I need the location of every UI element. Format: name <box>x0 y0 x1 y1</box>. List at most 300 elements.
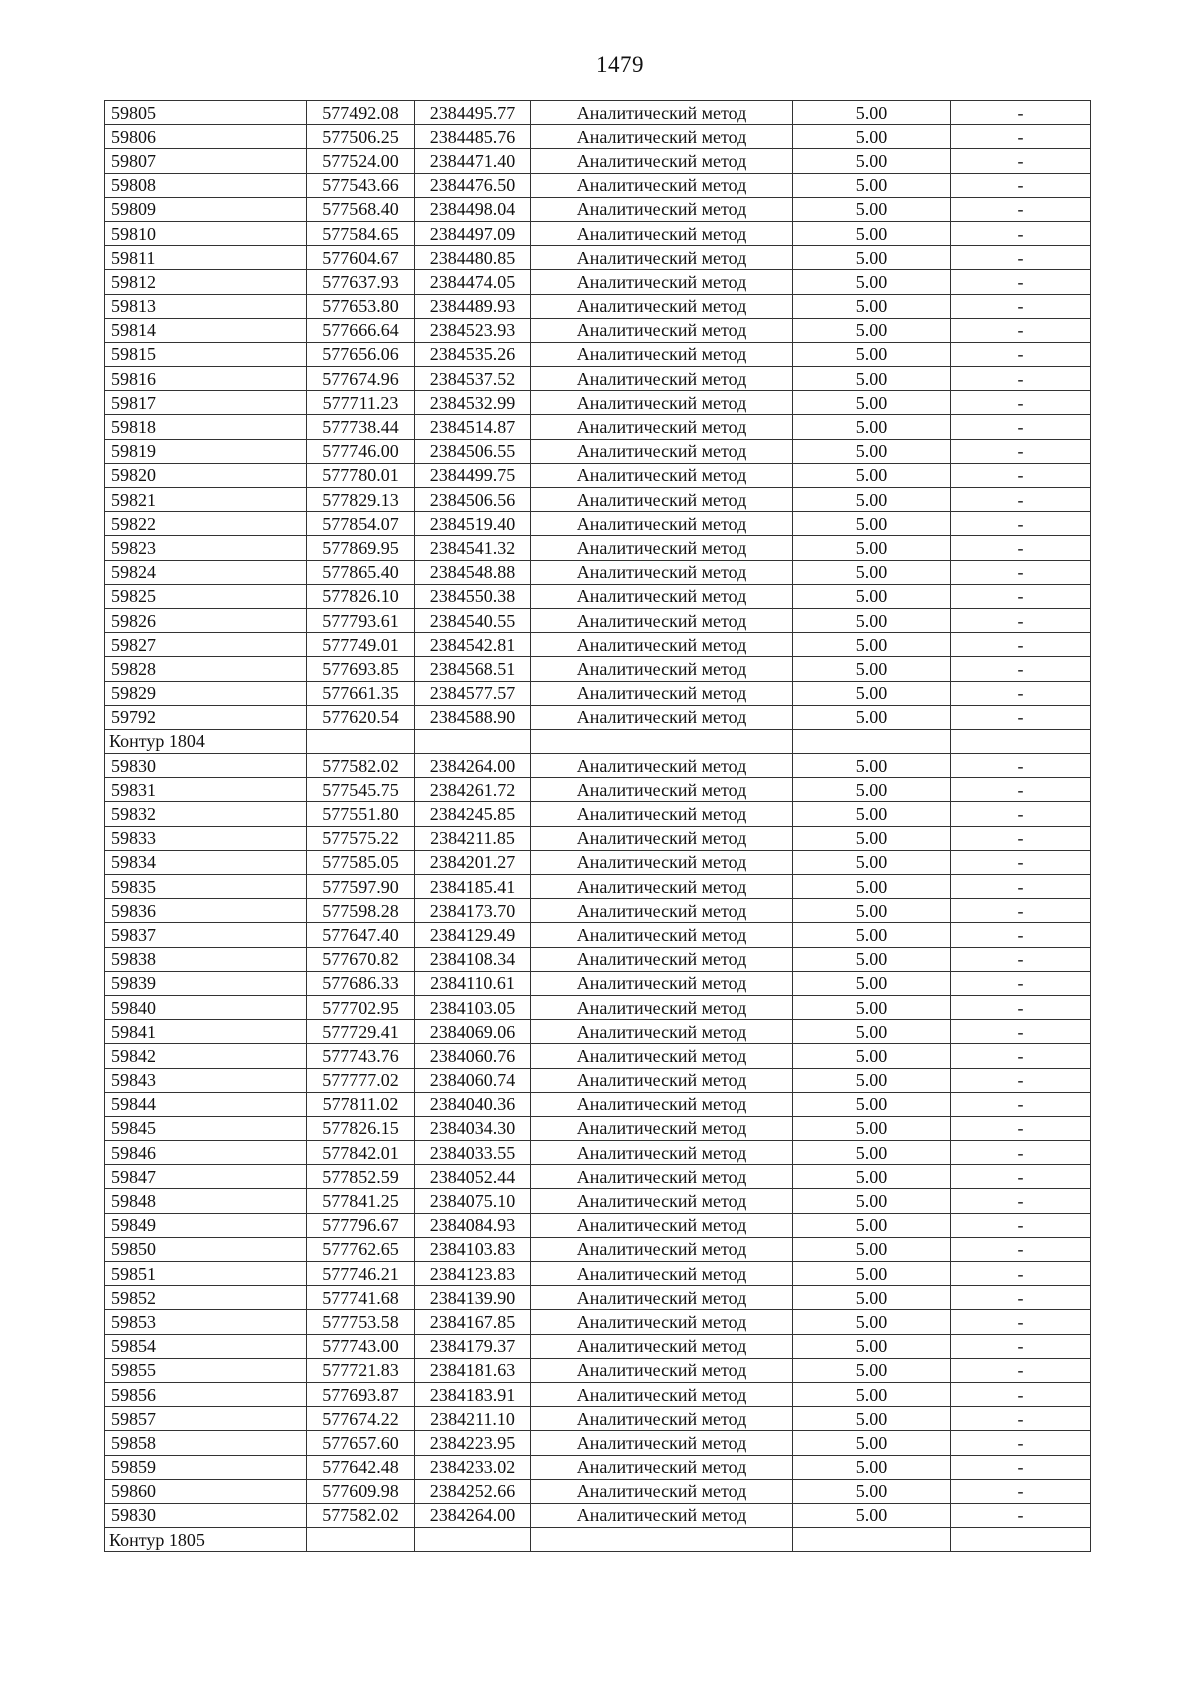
note-cell: - <box>951 657 1091 681</box>
accuracy-cell: 5.00 <box>793 1092 951 1116</box>
point-id-cell: 59813 <box>105 294 307 318</box>
point-id-cell: 59807 <box>105 149 307 173</box>
point-id-cell: 59841 <box>105 1020 307 1044</box>
accuracy-cell: 5.00 <box>793 270 951 294</box>
x-coordinate-cell: 577693.85 <box>307 657 415 681</box>
accuracy-cell: 5.00 <box>793 584 951 608</box>
point-id-cell: 59822 <box>105 512 307 536</box>
method-cell: Аналитический метод <box>531 125 793 149</box>
empty-cell <box>307 1528 415 1552</box>
point-id-cell: 59849 <box>105 1213 307 1237</box>
point-id-cell: 59857 <box>105 1407 307 1431</box>
table-row <box>105 149 1091 173</box>
table-row <box>105 1334 1091 1358</box>
y-coordinate-cell: 2384103.83 <box>415 1237 531 1261</box>
note-cell: - <box>951 608 1091 632</box>
note-cell: - <box>951 1213 1091 1237</box>
method-cell: Аналитический метод <box>531 1286 793 1310</box>
x-coordinate-cell: 577711.23 <box>307 391 415 415</box>
accuracy-cell: 5.00 <box>793 1479 951 1503</box>
note-cell: - <box>951 342 1091 366</box>
contour-header-row <box>105 729 1091 753</box>
point-id-cell: 59814 <box>105 318 307 342</box>
method-cell: Аналитический метод <box>531 826 793 850</box>
method-cell: Аналитический метод <box>531 342 793 366</box>
x-coordinate-cell: 577826.15 <box>307 1116 415 1140</box>
y-coordinate-cell: 2384040.36 <box>415 1092 531 1116</box>
method-cell: Аналитический метод <box>531 1407 793 1431</box>
accuracy-cell: 5.00 <box>793 1116 951 1140</box>
y-coordinate-cell: 2384223.95 <box>415 1431 531 1455</box>
point-id-cell: 59808 <box>105 173 307 197</box>
method-cell: Аналитический метод <box>531 875 793 899</box>
point-id-cell: 59830 <box>105 1503 307 1527</box>
accuracy-cell: 5.00 <box>793 754 951 778</box>
table-row <box>105 1358 1091 1382</box>
point-id-cell: 59835 <box>105 875 307 899</box>
table-row <box>105 802 1091 826</box>
y-coordinate-cell: 2384252.66 <box>415 1479 531 1503</box>
note-cell: - <box>951 1237 1091 1261</box>
accuracy-cell: 5.00 <box>793 1431 951 1455</box>
method-cell: Аналитический метод <box>531 1503 793 1527</box>
method-cell: Аналитический метод <box>531 802 793 826</box>
note-cell: - <box>951 633 1091 657</box>
x-coordinate-cell: 577743.76 <box>307 1044 415 1068</box>
x-coordinate-cell: 577674.22 <box>307 1407 415 1431</box>
point-id-cell: 59827 <box>105 633 307 657</box>
method-cell: Аналитический метод <box>531 1479 793 1503</box>
table-row <box>105 1213 1091 1237</box>
accuracy-cell: 5.00 <box>793 560 951 584</box>
method-cell: Аналитический метод <box>531 899 793 923</box>
x-coordinate-cell: 577647.40 <box>307 923 415 947</box>
y-coordinate-cell: 2384550.38 <box>415 584 531 608</box>
note-cell: - <box>951 802 1091 826</box>
x-coordinate-cell: 577780.01 <box>307 463 415 487</box>
table-row <box>105 560 1091 584</box>
note-cell: - <box>951 1503 1091 1527</box>
x-coordinate-cell: 577693.87 <box>307 1382 415 1406</box>
note-cell: - <box>951 1479 1091 1503</box>
method-cell: Аналитический метод <box>531 1189 793 1213</box>
accuracy-cell: 5.00 <box>793 1237 951 1261</box>
x-coordinate-cell: 577597.90 <box>307 875 415 899</box>
table-row <box>105 415 1091 439</box>
note-cell: - <box>951 1141 1091 1165</box>
point-id-cell: 59852 <box>105 1286 307 1310</box>
x-coordinate-cell: 577584.65 <box>307 221 415 245</box>
point-id-cell: 59809 <box>105 197 307 221</box>
point-id-cell: 59833 <box>105 826 307 850</box>
empty-cell <box>951 729 1091 753</box>
note-cell: - <box>951 1068 1091 1092</box>
accuracy-cell: 5.00 <box>793 657 951 681</box>
method-cell: Аналитический метод <box>531 1141 793 1165</box>
table-row <box>105 1382 1091 1406</box>
note-cell: - <box>951 318 1091 342</box>
table-row <box>105 1431 1091 1455</box>
accuracy-cell: 5.00 <box>793 778 951 802</box>
y-coordinate-cell: 2384471.40 <box>415 149 531 173</box>
point-id-cell: 59828 <box>105 657 307 681</box>
table-row <box>105 125 1091 149</box>
y-coordinate-cell: 2384173.70 <box>415 899 531 923</box>
method-cell: Аналитический метод <box>531 415 793 439</box>
x-coordinate-cell: 577670.82 <box>307 947 415 971</box>
note-cell: - <box>951 149 1091 173</box>
table-row <box>105 705 1091 729</box>
point-id-cell: 59811 <box>105 246 307 270</box>
point-id-cell: 59839 <box>105 971 307 995</box>
y-coordinate-cell: 2384060.74 <box>415 1068 531 1092</box>
accuracy-cell: 5.00 <box>793 1358 951 1382</box>
y-coordinate-cell: 2384033.55 <box>415 1141 531 1165</box>
y-coordinate-cell: 2384537.52 <box>415 367 531 391</box>
accuracy-cell: 5.00 <box>793 633 951 657</box>
table-row <box>105 1020 1091 1044</box>
y-coordinate-cell: 2384034.30 <box>415 1116 531 1140</box>
method-cell: Аналитический метод <box>531 923 793 947</box>
x-coordinate-cell: 577545.75 <box>307 778 415 802</box>
point-id-cell: 59825 <box>105 584 307 608</box>
x-coordinate-cell: 577869.95 <box>307 536 415 560</box>
note-cell: - <box>951 560 1091 584</box>
table-row <box>105 947 1091 971</box>
note-cell: - <box>951 221 1091 245</box>
point-id-cell: 59856 <box>105 1382 307 1406</box>
y-coordinate-cell: 2384532.99 <box>415 391 531 415</box>
method-cell: Аналитический метод <box>531 1068 793 1092</box>
x-coordinate-cell: 577729.41 <box>307 1020 415 1044</box>
method-cell: Аналитический метод <box>531 221 793 245</box>
table-row <box>105 221 1091 245</box>
note-cell: - <box>951 923 1091 947</box>
x-coordinate-cell: 577582.02 <box>307 754 415 778</box>
y-coordinate-cell: 2384519.40 <box>415 512 531 536</box>
y-coordinate-cell: 2384498.04 <box>415 197 531 221</box>
x-coordinate-cell: 577796.67 <box>307 1213 415 1237</box>
x-coordinate-cell: 577854.07 <box>307 512 415 536</box>
note-cell: - <box>951 1334 1091 1358</box>
x-coordinate-cell: 577666.64 <box>307 318 415 342</box>
y-coordinate-cell: 2384577.57 <box>415 681 531 705</box>
note-cell: - <box>951 1310 1091 1334</box>
method-cell: Аналитический метод <box>531 1334 793 1358</box>
table-row <box>105 1189 1091 1213</box>
empty-cell <box>307 729 415 753</box>
method-cell: Аналитический метод <box>531 681 793 705</box>
note-cell: - <box>951 1407 1091 1431</box>
method-cell: Аналитический метод <box>531 294 793 318</box>
method-cell: Аналитический метод <box>531 488 793 512</box>
method-cell: Аналитический метод <box>531 1310 793 1334</box>
x-coordinate-cell: 577721.83 <box>307 1358 415 1382</box>
y-coordinate-cell: 2384541.32 <box>415 536 531 560</box>
contour-header-row <box>105 1528 1091 1552</box>
note-cell: - <box>951 1044 1091 1068</box>
y-coordinate-cell: 2384139.90 <box>415 1286 531 1310</box>
point-id-cell: 59826 <box>105 608 307 632</box>
x-coordinate-cell: 577543.66 <box>307 173 415 197</box>
point-id-cell: 59845 <box>105 1116 307 1140</box>
note-cell: - <box>951 1116 1091 1140</box>
method-cell: Аналитический метод <box>531 754 793 778</box>
method-cell: Аналитический метод <box>531 270 793 294</box>
table-row <box>105 971 1091 995</box>
x-coordinate-cell: 577524.00 <box>307 149 415 173</box>
note-cell: - <box>951 947 1091 971</box>
note-cell: - <box>951 850 1091 874</box>
empty-cell <box>531 729 793 753</box>
y-coordinate-cell: 2384103.05 <box>415 995 531 1019</box>
y-coordinate-cell: 2384185.41 <box>415 875 531 899</box>
empty-cell <box>951 1528 1091 1552</box>
accuracy-cell: 5.00 <box>793 221 951 245</box>
y-coordinate-cell: 2384514.87 <box>415 415 531 439</box>
accuracy-cell: 5.00 <box>793 1262 951 1286</box>
accuracy-cell: 5.00 <box>793 947 951 971</box>
accuracy-cell: 5.00 <box>793 608 951 632</box>
x-coordinate-cell: 577637.93 <box>307 270 415 294</box>
table-row <box>105 246 1091 270</box>
y-coordinate-cell: 2384588.90 <box>415 705 531 729</box>
table-row <box>105 536 1091 560</box>
method-cell: Аналитический метод <box>531 1237 793 1261</box>
table-row <box>105 1455 1091 1479</box>
note-cell: - <box>951 1165 1091 1189</box>
point-id-cell: 59846 <box>105 1141 307 1165</box>
point-id-cell: 59815 <box>105 342 307 366</box>
x-coordinate-cell: 577568.40 <box>307 197 415 221</box>
table-row <box>105 1310 1091 1334</box>
accuracy-cell: 5.00 <box>793 1213 951 1237</box>
point-id-cell: 59836 <box>105 899 307 923</box>
method-cell: Аналитический метод <box>531 1262 793 1286</box>
point-id-cell: 59844 <box>105 1092 307 1116</box>
accuracy-cell: 5.00 <box>793 705 951 729</box>
point-id-cell: 59850 <box>105 1237 307 1261</box>
y-coordinate-cell: 2384261.72 <box>415 778 531 802</box>
y-coordinate-cell: 2384181.63 <box>415 1358 531 1382</box>
point-id-cell: 59843 <box>105 1068 307 1092</box>
y-coordinate-cell: 2384495.77 <box>415 101 531 125</box>
page-number: 1479 <box>596 52 644 77</box>
method-cell: Аналитический метод <box>531 512 793 536</box>
table-row <box>105 342 1091 366</box>
method-cell: Аналитический метод <box>531 197 793 221</box>
x-coordinate-cell: 577753.58 <box>307 1310 415 1334</box>
method-cell: Аналитический метод <box>531 584 793 608</box>
x-coordinate-cell: 577661.35 <box>307 681 415 705</box>
accuracy-cell: 5.00 <box>793 681 951 705</box>
x-coordinate-cell: 577743.00 <box>307 1334 415 1358</box>
method-cell: Аналитический метод <box>531 657 793 681</box>
y-coordinate-cell: 2384485.76 <box>415 125 531 149</box>
method-cell: Аналитический метод <box>531 439 793 463</box>
method-cell: Аналитический метод <box>531 778 793 802</box>
x-coordinate-cell: 577749.01 <box>307 633 415 657</box>
method-cell: Аналитический метод <box>531 1358 793 1382</box>
note-cell: - <box>951 971 1091 995</box>
x-coordinate-cell: 577842.01 <box>307 1141 415 1165</box>
table-row <box>105 633 1091 657</box>
table-row <box>105 1479 1091 1503</box>
point-id-cell: 59819 <box>105 439 307 463</box>
y-coordinate-cell: 2384568.51 <box>415 657 531 681</box>
x-coordinate-cell: 577585.05 <box>307 850 415 874</box>
x-coordinate-cell: 577852.59 <box>307 1165 415 1189</box>
accuracy-cell: 5.00 <box>793 1455 951 1479</box>
table-row <box>105 1141 1091 1165</box>
method-cell: Аналитический метод <box>531 560 793 584</box>
note-cell: - <box>951 705 1091 729</box>
x-coordinate-cell: 577777.02 <box>307 1068 415 1092</box>
accuracy-cell: 5.00 <box>793 923 951 947</box>
y-coordinate-cell: 2384476.50 <box>415 173 531 197</box>
method-cell: Аналитический метод <box>531 995 793 1019</box>
method-cell: Аналитический метод <box>531 101 793 125</box>
y-coordinate-cell: 2384540.55 <box>415 608 531 632</box>
note-cell: - <box>951 415 1091 439</box>
point-id-cell: 59859 <box>105 1455 307 1479</box>
y-coordinate-cell: 2384497.09 <box>415 221 531 245</box>
point-id-cell: 59821 <box>105 488 307 512</box>
note-cell: - <box>951 1262 1091 1286</box>
point-id-cell: 59829 <box>105 681 307 705</box>
y-coordinate-cell: 2384489.93 <box>415 294 531 318</box>
y-coordinate-cell: 2384084.93 <box>415 1213 531 1237</box>
note-cell: - <box>951 488 1091 512</box>
note-cell: - <box>951 778 1091 802</box>
point-id-cell: 59838 <box>105 947 307 971</box>
note-cell: - <box>951 584 1091 608</box>
x-coordinate-cell: 577604.67 <box>307 246 415 270</box>
y-coordinate-cell: 2384052.44 <box>415 1165 531 1189</box>
accuracy-cell: 5.00 <box>793 439 951 463</box>
y-coordinate-cell: 2384211.10 <box>415 1407 531 1431</box>
table-row <box>105 778 1091 802</box>
accuracy-cell: 5.00 <box>793 391 951 415</box>
y-coordinate-cell: 2384535.26 <box>415 342 531 366</box>
method-cell: Аналитический метод <box>531 149 793 173</box>
table-row <box>105 270 1091 294</box>
y-coordinate-cell: 2384183.91 <box>415 1382 531 1406</box>
table-row <box>105 1116 1091 1140</box>
x-coordinate-cell: 577609.98 <box>307 1479 415 1503</box>
note-cell: - <box>951 1382 1091 1406</box>
table-row <box>105 1286 1091 1310</box>
table-row <box>105 875 1091 899</box>
table-row <box>105 391 1091 415</box>
note-cell: - <box>951 1455 1091 1479</box>
accuracy-cell: 5.00 <box>793 1407 951 1431</box>
accuracy-cell: 5.00 <box>793 463 951 487</box>
point-id-cell: 59792 <box>105 705 307 729</box>
note-cell: - <box>951 1358 1091 1382</box>
accuracy-cell: 5.00 <box>793 802 951 826</box>
y-coordinate-cell: 2384167.85 <box>415 1310 531 1334</box>
empty-cell <box>793 729 951 753</box>
note-cell: - <box>951 294 1091 318</box>
note-cell: - <box>951 1092 1091 1116</box>
empty-cell <box>793 1528 951 1552</box>
x-coordinate-cell: 577686.33 <box>307 971 415 995</box>
x-coordinate-cell: 577674.96 <box>307 367 415 391</box>
note-cell: - <box>951 1020 1091 1044</box>
accuracy-cell: 5.00 <box>793 149 951 173</box>
accuracy-cell: 5.00 <box>793 246 951 270</box>
point-id-cell: 59806 <box>105 125 307 149</box>
x-coordinate-cell: 577865.40 <box>307 560 415 584</box>
accuracy-cell: 5.00 <box>793 1020 951 1044</box>
note-cell: - <box>951 536 1091 560</box>
y-coordinate-cell: 2384069.06 <box>415 1020 531 1044</box>
table-row <box>105 294 1091 318</box>
accuracy-cell: 5.00 <box>793 536 951 560</box>
y-coordinate-cell: 2384108.34 <box>415 947 531 971</box>
table-row <box>105 584 1091 608</box>
table-row <box>105 1068 1091 1092</box>
point-id-cell: 59851 <box>105 1262 307 1286</box>
y-coordinate-cell: 2384499.75 <box>415 463 531 487</box>
x-coordinate-cell: 577702.95 <box>307 995 415 1019</box>
table-row <box>105 1044 1091 1068</box>
point-id-cell: 59820 <box>105 463 307 487</box>
y-coordinate-cell: 2384264.00 <box>415 1503 531 1527</box>
y-coordinate-cell: 2384233.02 <box>415 1455 531 1479</box>
x-coordinate-cell: 577762.65 <box>307 1237 415 1261</box>
coordinates-table <box>104 100 1091 1552</box>
point-id-cell: 59855 <box>105 1358 307 1382</box>
x-coordinate-cell: 577741.68 <box>307 1286 415 1310</box>
method-cell: Аналитический метод <box>531 318 793 342</box>
y-coordinate-cell: 2384506.55 <box>415 439 531 463</box>
method-cell: Аналитический метод <box>531 246 793 270</box>
point-id-cell: 59816 <box>105 367 307 391</box>
method-cell: Аналитический метод <box>531 1455 793 1479</box>
method-cell: Аналитический метод <box>531 1116 793 1140</box>
accuracy-cell: 5.00 <box>793 1068 951 1092</box>
note-cell: - <box>951 391 1091 415</box>
note-cell: - <box>951 101 1091 125</box>
accuracy-cell: 5.00 <box>793 318 951 342</box>
y-coordinate-cell: 2384075.10 <box>415 1189 531 1213</box>
y-coordinate-cell: 2384480.85 <box>415 246 531 270</box>
point-id-cell: 59818 <box>105 415 307 439</box>
note-cell: - <box>951 246 1091 270</box>
method-cell: Аналитический метод <box>531 173 793 197</box>
accuracy-cell: 5.00 <box>793 294 951 318</box>
method-cell: Аналитический метод <box>531 1431 793 1455</box>
table-row <box>105 995 1091 1019</box>
accuracy-cell: 5.00 <box>793 415 951 439</box>
y-coordinate-cell: 2384110.61 <box>415 971 531 995</box>
accuracy-cell: 5.00 <box>793 850 951 874</box>
table-row <box>105 439 1091 463</box>
note-cell: - <box>951 1189 1091 1213</box>
method-cell: Аналитический метод <box>531 633 793 657</box>
accuracy-cell: 5.00 <box>793 197 951 221</box>
table-row <box>105 463 1091 487</box>
accuracy-cell: 5.00 <box>793 512 951 536</box>
point-id-cell: 59840 <box>105 995 307 1019</box>
table-row <box>105 1092 1091 1116</box>
x-coordinate-cell: 577738.44 <box>307 415 415 439</box>
table-row <box>105 826 1091 850</box>
table-row <box>105 318 1091 342</box>
accuracy-cell: 5.00 <box>793 1334 951 1358</box>
